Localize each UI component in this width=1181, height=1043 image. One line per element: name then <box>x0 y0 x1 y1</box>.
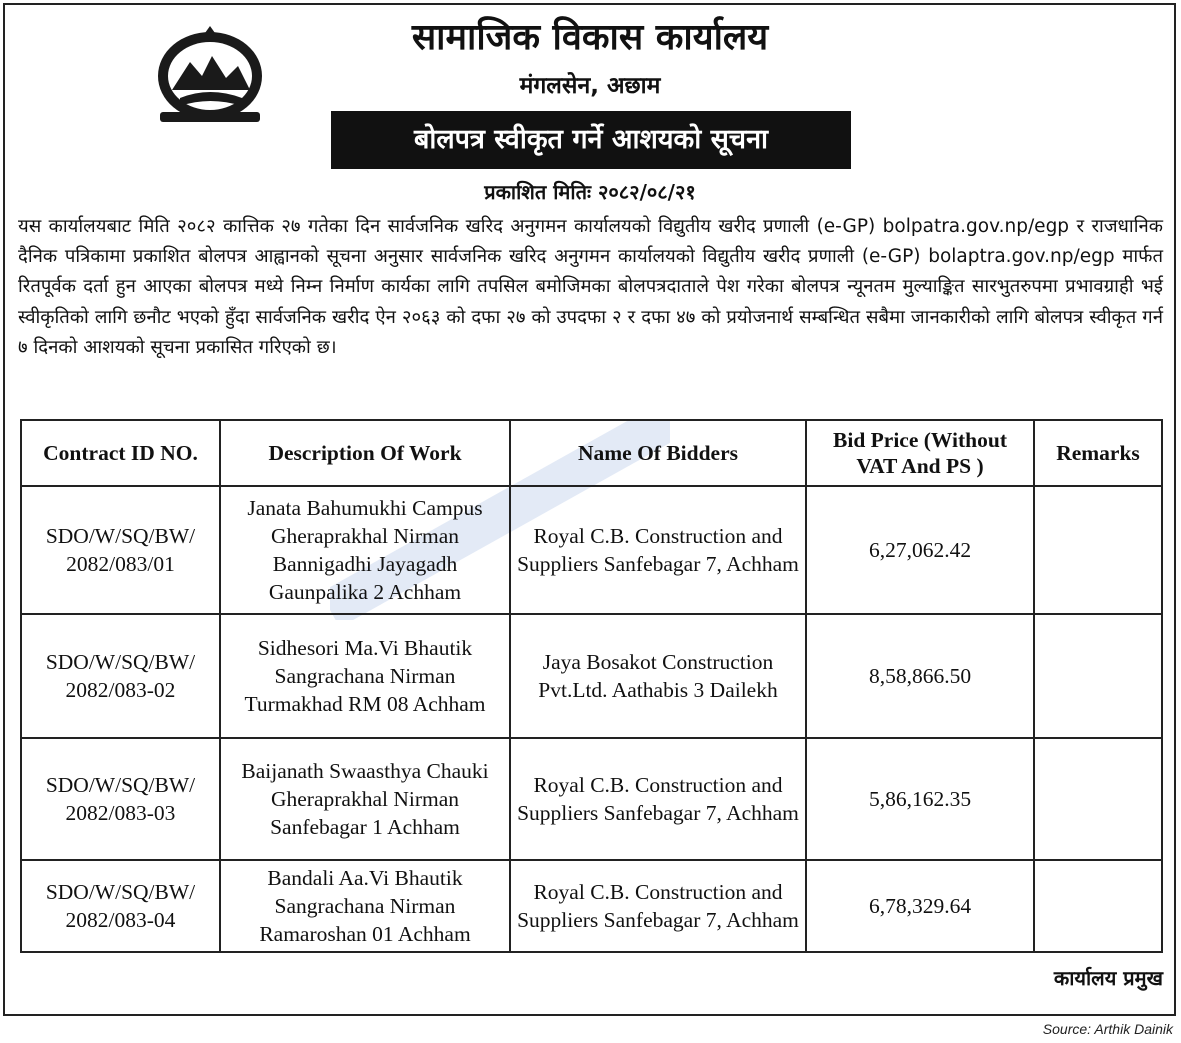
bidder-cell: Jaya Bosakot Construction Pvt.Ltd. Aathabis 3 Dailekh <box>510 614 806 738</box>
contract-id-cell: SDO/W/SQ/BW/ 2082/083-02 <box>21 614 220 738</box>
notice-title-banner: बोलपत्र स्वीकृत गर्ने आशयको सूचना <box>331 111 851 169</box>
price-cell: 6,27,062.42 <box>806 486 1034 614</box>
bid-acceptance-table <box>20 419 1163 953</box>
contract-id-cell: SDO/W/SQ/BW/ 2082/083-04 <box>21 860 220 952</box>
contract-id-cell: SDO/W/SQ/BW/ 2082/083/01 <box>21 486 220 614</box>
table-row <box>21 860 1162 952</box>
office-chief-signature: कार्यालय प्रमुख <box>1053 966 1163 990</box>
bidder-cell: Royal C.B. Construction and Suppliers Sanfebagar 7, Achham <box>510 738 806 860</box>
header-contract-id: Contract ID NO. <box>21 420 220 486</box>
price-cell: 6,78,329.64 <box>806 860 1034 952</box>
description-cell: Sidhesori Ma.Vi Bhautik Sangrachana Nirman Turmakhad RM 08 Achham <box>220 614 510 738</box>
table-header-row <box>21 420 1162 486</box>
notice-body-paragraph: यस कार्यालयबाट मिति २०८२ कात्तिक २७ गतेका दिन सार्वजनिक खरिद अनुगमन कार्यालयको विद्युतीय खरीद प्रणाली (e-GP) bolpatra.gov.np/egp र राजधानिक दैनिक पत्रिकामा प्रकाशित बोलपत्र आह्वानको सूचना अनुसार सार्वजनिक खरिद अनुगमन कार्यालयको विद्युतीय खरीद प्रणाली (e-GP) bolaptra.gov.np/egp मार्फत रितपूर्वक दर्ता हुन आएका बोलपत्र मध्ये निम्न निर्माण कार्यका लागि तपसिल बमोजिमका बोलपत्रदाताले पेश गरेका बोलपत्र न्यूनतम मुल्याङ्कित सारभुतरुपमा प्रभावग्राही भई स्वीकृतिको लागि छनौट भएको हुँदा सार्वजनिक खरीद ऐन २०६३ को दफा २७ को उपदफा २ र दफा ४७ को प्रयोजनार्थ सम्बन्धित सबैमा जानकारीको लागि बोलपत्र स्वीकृत गर्न ७ दिनको आशयको सूचना प्रकासित गरिएको छ। <box>18 216 1163 358</box>
header-description: Description Of Work <box>220 420 510 486</box>
description-cell: Baijanath Swaasthya Chauki Gheraprakhal Nirman Sanfebagar 1 Achham <box>220 738 510 860</box>
header-bidders: Name Of Bidders <box>510 420 806 486</box>
remarks-cell <box>1034 614 1162 738</box>
office-location: मंगलसेन, अछाम <box>519 73 661 99</box>
header-bid-price: Bid Price (Without VAT And PS ) <box>806 420 1034 486</box>
table-row <box>21 738 1162 860</box>
bidder-cell: Royal C.B. Construction and Suppliers Sanfebagar 7, Achham <box>510 486 806 614</box>
remarks-cell <box>1034 486 1162 614</box>
header-remarks: Remarks <box>1034 420 1162 486</box>
contract-id-cell: SDO/W/SQ/BW/ 2082/083-03 <box>21 738 220 860</box>
table-row <box>21 614 1162 738</box>
source-note: Source: Arthik Dainik <box>1042 1021 1173 1037</box>
description-cell: Bandali Aa.Vi Bhautik Sangrachana Nirman Ramaroshan 01 Achham <box>220 860 510 952</box>
bidder-cell: Royal C.B. Construction and Suppliers Sanfebagar 7, Achham <box>510 860 806 952</box>
price-cell: 8,58,866.50 <box>806 614 1034 738</box>
description-cell: Janata Bahumukhi Campus Gheraprakhal Nirman Bannigadhi Jayagadh Gaunpalika 2 Achham <box>220 486 510 614</box>
publish-date: प्रकाशित मितिः २०८२/०८/२१ <box>484 180 696 204</box>
office-name: सामाजिक विकास कार्यालय <box>411 17 769 58</box>
remarks-cell <box>1034 860 1162 952</box>
remarks-cell <box>1034 738 1162 860</box>
price-cell: 5,86,162.35 <box>806 738 1034 860</box>
nepal-government-emblem-icon <box>150 20 270 128</box>
table-row <box>21 486 1162 614</box>
